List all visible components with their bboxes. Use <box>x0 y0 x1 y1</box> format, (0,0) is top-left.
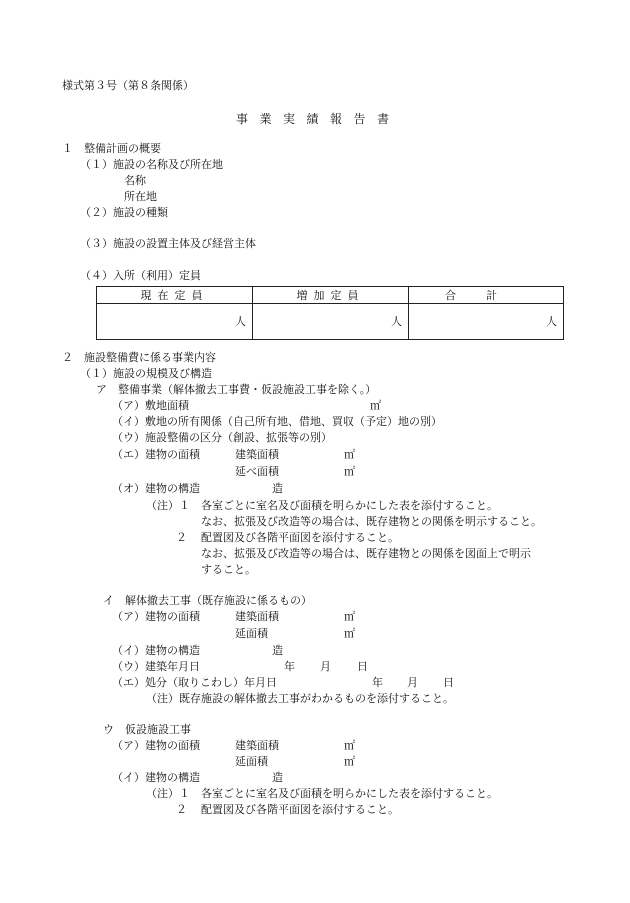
b-floor-area-label: 延面積 <box>235 627 268 640</box>
b-structure-label: （イ）建物の構造 <box>112 644 200 657</box>
total-capacity-cell[interactable]: 人 <box>409 304 564 340</box>
b-building-area-label: （ア）建物の面積 <box>112 610 200 623</box>
capacity-table <box>96 286 564 340</box>
a-note-2: 配置図及び各階平面図を添付すること。 <box>201 531 399 544</box>
s1-item-4: （４）入所（利用）定員 <box>80 269 201 282</box>
b-construction-day: 日 <box>357 660 368 673</box>
a-structure-suffix: 造 <box>272 482 283 495</box>
c-building-footprint-unit: ㎡ <box>344 739 355 752</box>
header-total: 合計 <box>409 287 564 304</box>
c-note-1: 各室ごとに室名及び面積を明らかにした表を添付すること。 <box>201 787 498 800</box>
b-disposal-year: 年 <box>372 676 383 689</box>
a-category-label: （ウ）施設整備の区分（創設、拡張等の別） <box>112 431 332 444</box>
c-structure-label: （イ）建物の構造 <box>112 771 200 784</box>
a-floor-area-label: 延べ面積 <box>235 465 279 478</box>
a-land-ownership-label: （イ）敷地の所有関係（自己所有地、借地、買収（予定）地の別） <box>112 415 442 428</box>
a-note-2c: すること。 <box>201 563 256 576</box>
c-note-2-number: ２ <box>176 803 187 816</box>
b-construction-date-label: （ウ）建築年月日 <box>112 660 200 673</box>
a-site-area-label: （ア）敷地面積 <box>112 399 189 412</box>
a-building-area-label: （エ）建物の面積 <box>112 448 200 461</box>
c-building-area-label: （ア）建物の面積 <box>112 739 200 752</box>
c-floor-area-unit: ㎡ <box>344 755 355 768</box>
table-row <box>97 304 564 340</box>
header-current-capacity: 現在定員 <box>97 287 253 304</box>
c-floor-area-label: 延面積 <box>235 755 268 768</box>
a-note-2-number: ２ <box>176 531 187 544</box>
s1-item-3: （３）施設の設置主体及び経営主体 <box>80 237 256 250</box>
c-building-footprint-label: 建築面積 <box>235 739 279 752</box>
s1-item-2: （２）施設の種類 <box>80 206 168 219</box>
subsection-a-heading: ア 整備事業（解体撤去工事費・仮設施設工事を除く。） <box>96 383 377 396</box>
b-building-footprint-unit: ㎡ <box>344 610 355 623</box>
b-disposal-date-label: （エ）処分（取りこわし）年月日 <box>112 676 277 689</box>
b-structure-suffix: 造 <box>272 644 283 657</box>
b-disposal-day: 日 <box>443 676 454 689</box>
b-disposal-month: 月 <box>407 676 418 689</box>
a-building-footprint-unit: ㎡ <box>344 448 355 461</box>
header-increase-capacity: 増加定員 <box>253 287 409 304</box>
s1-item-1: （１）施設の名称及び所在地 <box>80 158 223 171</box>
b-note: （注）既存施設の解体撤去工事がわかるものを添付すること。 <box>146 692 454 705</box>
section-1-heading: １ 整備計画の概要 <box>62 142 161 155</box>
a-structure-label: （オ）建物の構造 <box>112 482 200 495</box>
s2-item-1: （１）施設の規模及び構造 <box>80 367 212 380</box>
c-note-label: （注）１ <box>146 787 190 800</box>
a-note-1: 各室ごとに室名及び面積を明らかにした表を添付すること。 <box>201 499 498 512</box>
form-number: 様式第３号（第８条関係） <box>62 79 194 92</box>
section-2-heading: ２ 施設整備費に係る事業内容 <box>62 351 216 364</box>
b-construction-year: 年 <box>284 660 295 673</box>
facility-location-label: 所在地 <box>124 190 157 203</box>
subsection-b-heading: イ 解体撤去工事（既存施設に係るもの） <box>103 594 312 607</box>
a-site-area-unit: ㎡ <box>370 399 381 412</box>
increase-capacity-cell[interactable]: 人 <box>253 304 409 340</box>
current-capacity-cell[interactable]: 人 <box>97 304 253 340</box>
a-note-label: （注）１ <box>146 499 190 512</box>
facility-name-label: 名称 <box>124 174 146 187</box>
b-building-footprint-label: 建築面積 <box>235 610 279 623</box>
b-floor-area-unit: ㎡ <box>344 627 355 640</box>
b-construction-month: 月 <box>320 660 331 673</box>
a-note-2b: なお、拡張及び改造等の場合は、既存建物との関係を図面上で明示 <box>201 547 531 560</box>
c-note-2: 配置図及び各階平面図を添付すること。 <box>201 803 399 816</box>
a-floor-area-unit: ㎡ <box>344 465 355 478</box>
table-header-row <box>97 287 564 304</box>
c-structure-suffix: 造 <box>272 771 283 784</box>
document-title: 事業実績報告書 <box>236 112 401 126</box>
a-note-1b: なお、拡張及び改造等の場合は、既存建物との関係を明示すること。 <box>201 515 542 528</box>
subsection-c-heading: ウ 仮設施設工事 <box>103 723 191 736</box>
a-building-footprint-label: 建築面積 <box>235 448 279 461</box>
